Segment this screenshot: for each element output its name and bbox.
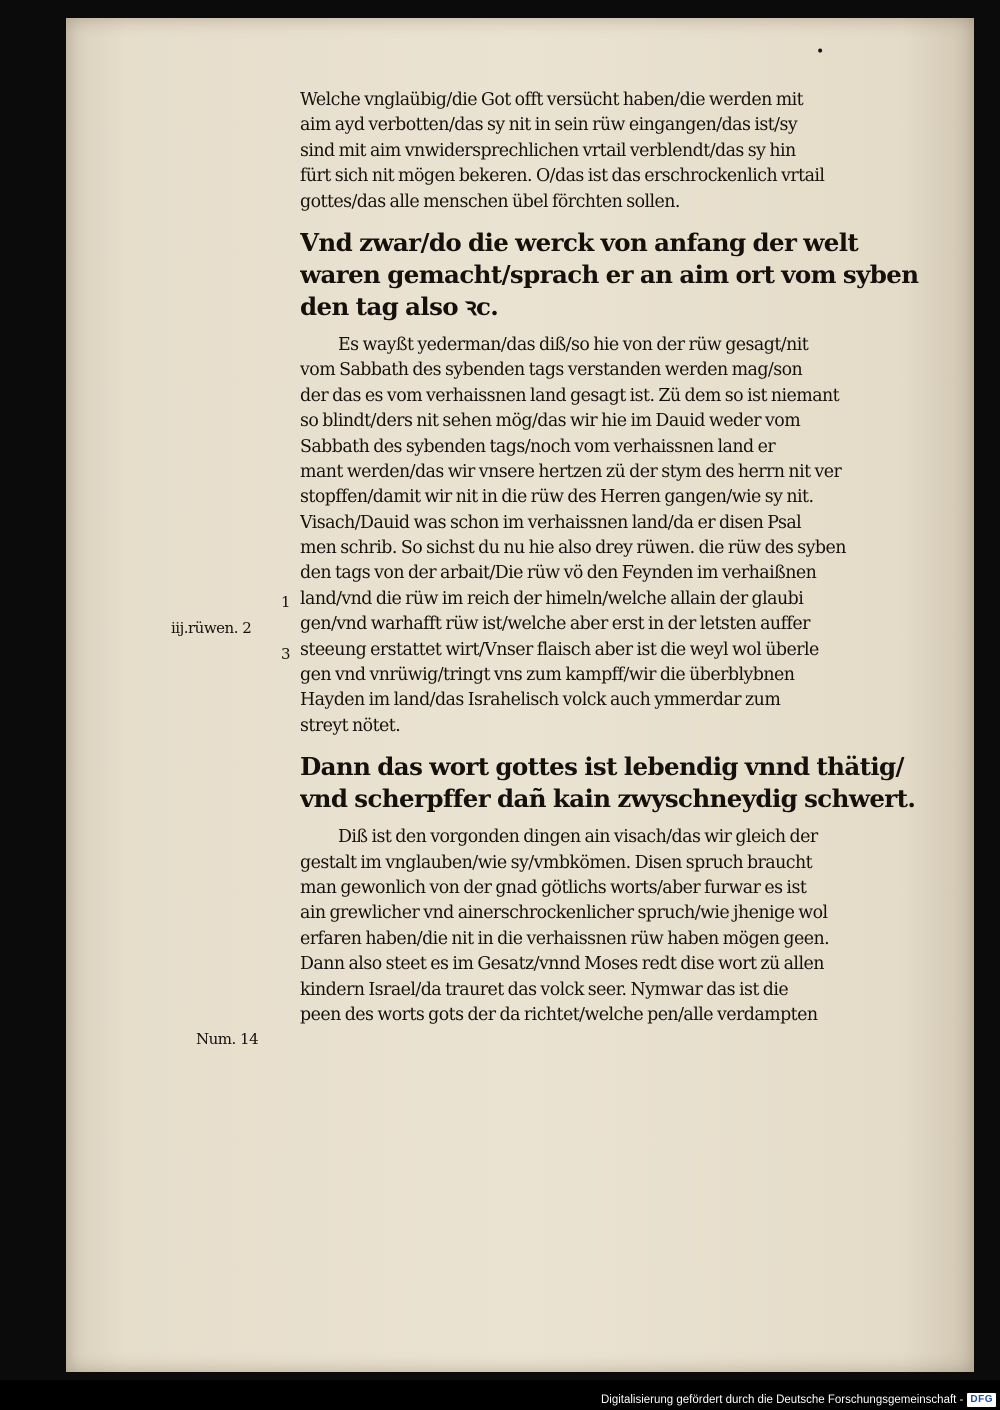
heading-line: waren gemacht/sprach er an aim ort vom syben	[300, 259, 919, 289]
text-line: Sabbath des sybenden tags/noch vom verhaissnen land er	[300, 436, 776, 457]
text-line: men schrib. So sichst du nu hie also drey rüwen. die rüw des syben	[300, 538, 846, 559]
text-line: fürt sich nit mögen bekeren. O/das ist das erschrockenlich vrtail	[300, 166, 825, 187]
text-line: streyt nötet.	[300, 715, 401, 736]
text-line: aim ayd verbotten/das sy nit in sein rüw eingangen/das ist/sy	[300, 115, 798, 136]
margin-note-num: Num. 14	[196, 1030, 259, 1048]
heading-line: vnd scherpffer dañ kain zwyschneydig schwert.	[300, 784, 916, 814]
spacer	[300, 215, 960, 227]
text-line: Welche vnglaübig/die Got offt versücht haben/die werden mit	[300, 90, 804, 110]
text-line: den tags von der arbait/Die rüw vö den Feynden im verhaißnen	[300, 563, 817, 584]
spacer	[300, 815, 960, 825]
text-line: kindern Israel/da trauret das volck seer. Nymwar das ist die	[300, 979, 789, 1000]
text-line: gen vnd vnrüwig/tringt vns zum kampff/wir die überblybnen	[300, 665, 795, 686]
text-line: gestalt im vnglauben/wie sy/vmbkömen. Disen spruch braucht	[300, 852, 813, 873]
spacer	[300, 739, 960, 751]
dfg-logo-icon: DFG	[967, 1393, 996, 1407]
margin-note-3: 3	[281, 645, 291, 663]
footer-text: Digitalisierung gefördert durch die Deutsche Forschungsgemeinschaft -	[600, 1394, 964, 1406]
heading-line: den tag also ꝛc.	[300, 291, 499, 321]
text-line: Visach/Dauid was schon im verhaissnen land/da er disen Psal	[300, 512, 802, 533]
text-line: so blindt/ders nit sehen mög/das wir hie im Dauid weder vom	[300, 411, 801, 432]
text-line: mant werden/das wir vnsere hertzen zü der stym des herrn nit ver	[300, 461, 842, 482]
margin-note-ruwen: iij.rüwen. 2	[171, 619, 252, 637]
spacer	[300, 323, 960, 333]
margin-note-1: 1	[281, 593, 291, 611]
text-line: Es wayßt yederman/das diß/so hie von der rüw gesagt/nit	[338, 334, 809, 355]
heading-line: Vnd zwar/do die werck von anfang der welt	[300, 227, 859, 257]
text-line: ain grewlicher vnd ainerschrockenlicher spruch/wie jhenige wol	[300, 903, 828, 924]
text-line: stopffen/damit wir nit in die rüw des Herren gangen/wie sy nit.	[300, 487, 814, 508]
page-text	[300, 88, 960, 1028]
text-line: steeung erstattet wirt/Vnser flaisch aber ist die weyl wol überle	[300, 639, 819, 660]
text-line: sind mit aim vnwidersprechlichen vrtail verblendt/das sy hin	[300, 140, 796, 161]
heading-line: Dann das wort gottes ist lebendig vnnd thätig/	[300, 752, 904, 782]
text-line: Dann also steet es im Gesatz/vnnd Moses redt dise wort zü allen	[300, 954, 824, 975]
book-page	[66, 18, 974, 1372]
text-line: gen/vnd warhafft rüw ist/welche aber erst in der letsten auffer	[300, 614, 810, 635]
page-mark: •	[816, 44, 825, 60]
footer-credit	[601, 1390, 1000, 1410]
text-line: Hayden im land/das Israhelisch volck auch ymmerdar zum	[300, 690, 781, 711]
text-line: land/vnd die rüw im reich der himeln/welche allain der glaubi	[300, 588, 804, 609]
text-line: peen des worts gots der da richtet/welche pen/alle verdampten	[300, 1004, 818, 1025]
text-line: gottes/das alle menschen übel förchten sollen.	[300, 191, 680, 212]
text-line: vom Sabbath des sybenden tags verstanden werden mag/son	[300, 360, 803, 381]
text-line: Diß ist den vorgonden dingen ain visach/das wir gleich der	[338, 827, 818, 848]
text-line: man gewonlich von der gnad götlichs worts/aber furwar es ist	[300, 877, 807, 898]
text-line: der das es vom verhaissnen land gesagt ist. Zü dem so ist niemant	[300, 385, 840, 406]
text-line: erfaren haben/die nit in die verhaissnen rüw haben mögen geen.	[300, 928, 830, 949]
